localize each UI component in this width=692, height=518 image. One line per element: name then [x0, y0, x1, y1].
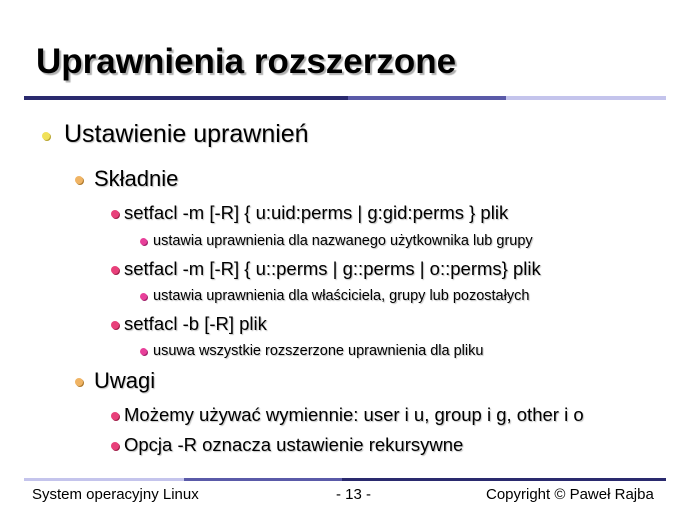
bullet-item	[64, 120, 309, 149]
title-underline-dark	[24, 96, 348, 100]
footer-rule-light	[24, 478, 184, 481]
title-underline-light	[506, 96, 666, 100]
footer-page-number: - 13 -	[336, 486, 372, 503]
bullet-text: setfacl -m [-R] { u:uid:perms | g:gid:perms } plik	[124, 202, 509, 223]
bullet-dot-icon	[111, 321, 119, 329]
bullet-item	[153, 233, 533, 249]
bullet-dot-icon	[140, 238, 147, 245]
title-underline-mid	[348, 96, 506, 100]
bullet-text: usuwa wszystkie rozszerzone uprawnienia dla pliku	[153, 343, 484, 359]
bullet-text: ustawia uprawnienia dla właściciela, grupy lub pozostałych	[153, 288, 530, 304]
bullet-dot-icon	[140, 348, 147, 355]
bullet-text: Uwagi	[94, 368, 156, 393]
footer-copyright: Copyright © Paweł Rajba	[486, 486, 654, 503]
footer-rule-dark	[342, 478, 666, 481]
bullet-dot-icon	[111, 210, 119, 218]
bullet-text: Ustawienie uprawnień	[64, 120, 309, 148]
bullet-dot-icon	[111, 412, 119, 420]
bullet-item	[124, 313, 267, 335]
bullet-dot-icon	[111, 442, 119, 450]
bullet-item	[124, 404, 584, 426]
bullet-text: setfacl -b [-R] plik	[124, 313, 267, 334]
footer-left-text: System operacyjny Linux	[32, 486, 199, 503]
bullet-text: Opcja -R oznacza ustawienie rekursywne	[124, 434, 464, 455]
bullet-text: setfacl -m [-R] { u::perms | g::perms | o::perms} plik	[124, 258, 541, 279]
bullet-item	[124, 202, 508, 224]
bullet-item	[153, 288, 529, 304]
bullet-dot-icon	[111, 266, 119, 274]
bullet-text: ustawia uprawnienia dla nazwanego użytkownika lub grupy	[153, 233, 533, 249]
footer-rule-mid	[184, 478, 342, 481]
slide-title: Uprawnienia rozszerzone	[36, 42, 457, 81]
bullet-item	[94, 166, 178, 192]
bullet-item	[94, 368, 155, 394]
bullet-item	[124, 434, 463, 456]
bullet-dot-icon	[140, 293, 147, 300]
bullet-text: Składnie	[94, 166, 179, 191]
bullet-dot-icon	[42, 132, 50, 140]
bullet-dot-icon	[75, 378, 83, 386]
bullet-dot-icon	[75, 176, 83, 184]
bullet-text: Możemy używać wymiennie: user i u, group i g, other i o	[124, 404, 584, 425]
bullet-item	[124, 258, 541, 280]
bullet-item	[153, 343, 483, 359]
